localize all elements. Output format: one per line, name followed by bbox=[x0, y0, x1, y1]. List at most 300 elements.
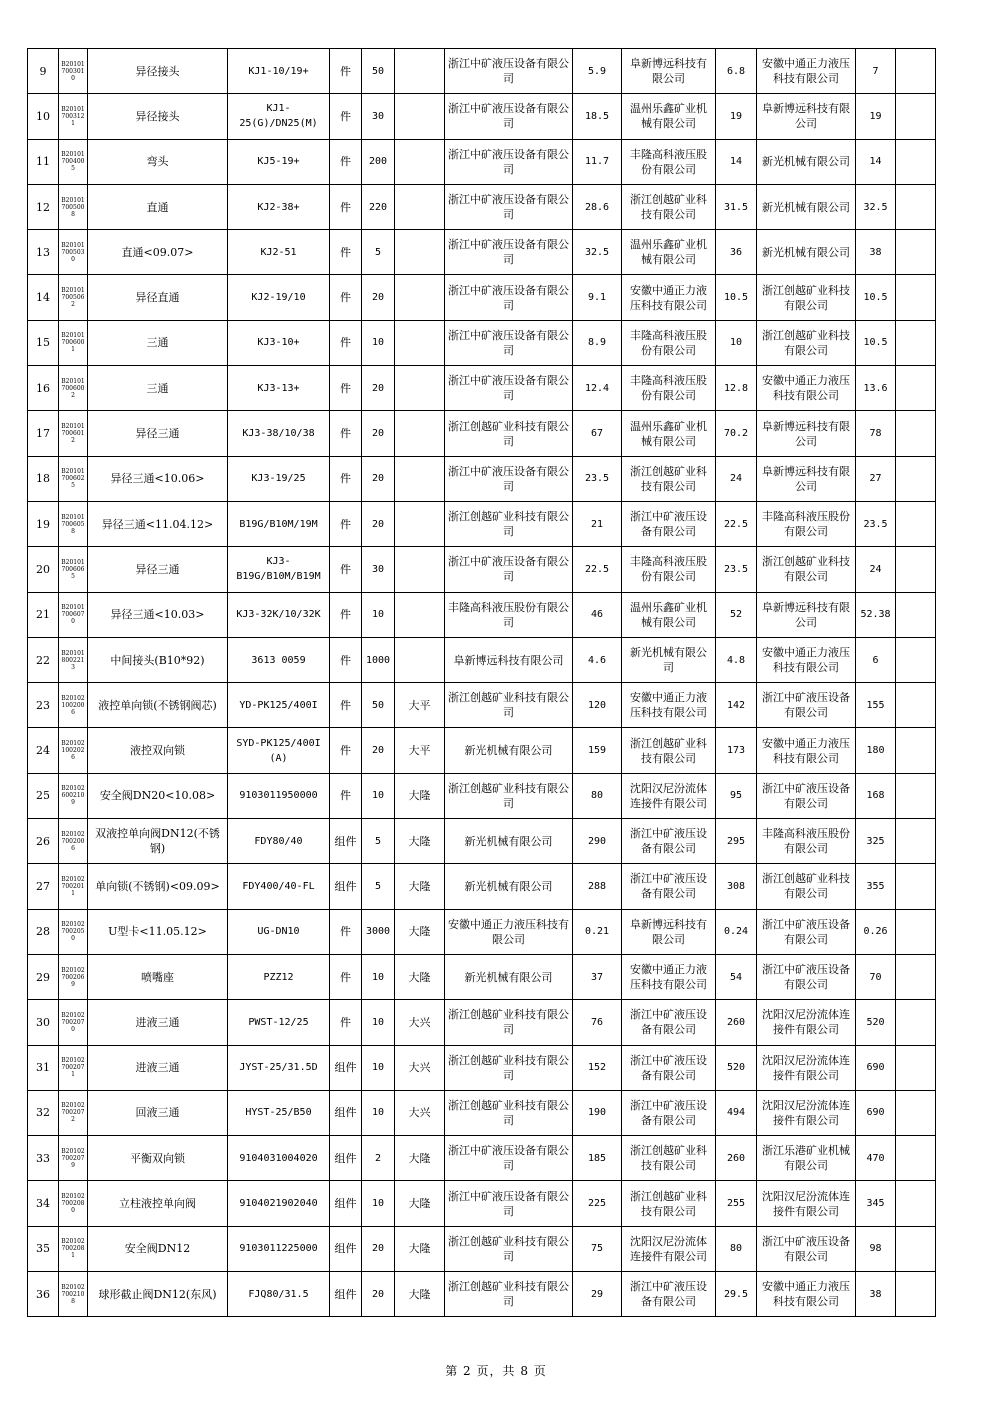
table-row bbox=[28, 1090, 936, 1135]
table-row bbox=[28, 184, 936, 229]
item-name-cell: 回液三通 bbox=[88, 1090, 228, 1135]
price-3-cell: 690 bbox=[856, 1045, 896, 1090]
table-row bbox=[28, 1000, 936, 1045]
supplier-3-cell: 安徽中通正力液压科技有限公司 bbox=[757, 637, 856, 682]
price-1-cell: 5.9 bbox=[573, 49, 622, 94]
item-code-cell: B201017006065 bbox=[59, 547, 88, 592]
price-1-cell: 32.5 bbox=[573, 230, 622, 275]
supplier-1-cell: 阜新博远科技有限公司 bbox=[445, 637, 573, 682]
supplier-2-cell: 浙江创越矿业科技有限公司 bbox=[622, 456, 716, 501]
price-comparison-table bbox=[27, 48, 936, 1317]
row-number-cell: 29 bbox=[28, 954, 59, 999]
supplier-2-cell: 浙江创越矿业科技有限公司 bbox=[622, 728, 716, 773]
price-2-cell: 520 bbox=[716, 1045, 757, 1090]
row-number-cell: 22 bbox=[28, 637, 59, 682]
quantity-cell: 220 bbox=[362, 184, 395, 229]
note-cell bbox=[896, 683, 936, 728]
supplier-3-cell: 浙江创越矿业科技有限公司 bbox=[757, 864, 856, 909]
price-3-cell: 10.5 bbox=[856, 320, 896, 365]
row-number-cell: 33 bbox=[28, 1136, 59, 1181]
table-row bbox=[28, 773, 936, 818]
row-number-cell: 15 bbox=[28, 320, 59, 365]
item-spec-cell: FJQ80/31.5 bbox=[228, 1272, 330, 1317]
supplier-3-cell: 丰隆高科液压股份有限公司 bbox=[757, 819, 856, 864]
table-row bbox=[28, 1181, 936, 1226]
supplier-1-cell: 浙江创越矿业科技有限公司 bbox=[445, 1045, 573, 1090]
price-1-cell: 290 bbox=[573, 819, 622, 864]
note-cell bbox=[896, 637, 936, 682]
supplier-1-cell: 浙江创越矿业科技有限公司 bbox=[445, 1090, 573, 1135]
item-name-cell: 立柱液控单向阀 bbox=[88, 1181, 228, 1226]
row-number-cell: 9 bbox=[28, 49, 59, 94]
site-cell: 大隆 bbox=[395, 1136, 445, 1181]
supplier-2-cell: 温州乐鑫矿业机械有限公司 bbox=[622, 94, 716, 139]
unit-cell: 组件 bbox=[330, 1090, 362, 1135]
item-spec-cell: 9104031004020 bbox=[228, 1136, 330, 1181]
supplier-1-cell: 浙江中矿液压设备有限公司 bbox=[445, 275, 573, 320]
price-2-cell: 308 bbox=[716, 864, 757, 909]
supplier-1-cell: 浙江中矿液压设备有限公司 bbox=[445, 49, 573, 94]
row-number-cell: 27 bbox=[28, 864, 59, 909]
price-2-cell: 4.8 bbox=[716, 637, 757, 682]
price-2-cell: 36 bbox=[716, 230, 757, 275]
price-1-cell: 75 bbox=[573, 1226, 622, 1271]
price-3-cell: 470 bbox=[856, 1136, 896, 1181]
item-spec-cell: KJ3-10+ bbox=[228, 320, 330, 365]
price-1-cell: 23.5 bbox=[573, 456, 622, 501]
table-row bbox=[28, 320, 936, 365]
price-1-cell: 67 bbox=[573, 411, 622, 456]
supplier-3-cell: 沈阳汉尼汾流体连接件有限公司 bbox=[757, 1045, 856, 1090]
supplier-2-cell: 阜新博远科技有限公司 bbox=[622, 49, 716, 94]
price-3-cell: 10.5 bbox=[856, 275, 896, 320]
item-code-cell: B201027002081 bbox=[59, 1226, 88, 1271]
note-cell bbox=[896, 320, 936, 365]
quantity-cell: 10 bbox=[362, 1090, 395, 1135]
site-cell: 大兴 bbox=[395, 1045, 445, 1090]
unit-cell: 件 bbox=[330, 320, 362, 365]
note-cell bbox=[896, 230, 936, 275]
unit-cell: 组件 bbox=[330, 864, 362, 909]
supplier-2-cell: 丰隆高科液压股份有限公司 bbox=[622, 366, 716, 411]
item-name-cell: 安全阀DN12 bbox=[88, 1226, 228, 1271]
item-name-cell: 弯头 bbox=[88, 139, 228, 184]
unit-cell: 件 bbox=[330, 637, 362, 682]
item-spec-cell: KJ3-32K/10/32K bbox=[228, 592, 330, 637]
price-2-cell: 12.8 bbox=[716, 366, 757, 411]
item-spec-cell: PWST-12/25 bbox=[228, 1000, 330, 1045]
note-cell bbox=[896, 954, 936, 999]
quantity-cell: 3000 bbox=[362, 909, 395, 954]
note-cell bbox=[896, 366, 936, 411]
price-3-cell: 0.26 bbox=[856, 909, 896, 954]
supplier-2-cell: 浙江中矿液压设备有限公司 bbox=[622, 1045, 716, 1090]
note-cell bbox=[896, 184, 936, 229]
supplier-3-cell: 安徽中通正力液压科技有限公司 bbox=[757, 1272, 856, 1317]
site-cell: 大平 bbox=[395, 683, 445, 728]
unit-cell: 件 bbox=[330, 547, 362, 592]
item-code-cell: B201027002011 bbox=[59, 864, 88, 909]
supplier-3-cell: 安徽中通正力液压科技有限公司 bbox=[757, 728, 856, 773]
price-2-cell: 255 bbox=[716, 1181, 757, 1226]
price-2-cell: 260 bbox=[716, 1136, 757, 1181]
site-cell: 大隆 bbox=[395, 1181, 445, 1226]
item-name-cell: U型卡<11.05.12> bbox=[88, 909, 228, 954]
item-code-cell: B201017006001 bbox=[59, 320, 88, 365]
quantity-cell: 50 bbox=[362, 683, 395, 728]
supplier-2-cell: 安徽中通正力液压科技有限公司 bbox=[622, 275, 716, 320]
price-2-cell: 19 bbox=[716, 94, 757, 139]
table-row bbox=[28, 1045, 936, 1090]
item-code-cell: B201018002213 bbox=[59, 637, 88, 682]
price-3-cell: 7 bbox=[856, 49, 896, 94]
price-2-cell: 14 bbox=[716, 139, 757, 184]
price-1-cell: 8.9 bbox=[573, 320, 622, 365]
supplier-3-cell: 浙江中矿液压设备有限公司 bbox=[757, 683, 856, 728]
item-spec-cell: 9103011225000 bbox=[228, 1226, 330, 1271]
quantity-cell: 20 bbox=[362, 1226, 395, 1271]
item-code-cell: B201017003010 bbox=[59, 49, 88, 94]
item-spec-cell: PZZ12 bbox=[228, 954, 330, 999]
unit-cell: 件 bbox=[330, 275, 362, 320]
item-code-cell: B201017005062 bbox=[59, 275, 88, 320]
price-3-cell: 32.5 bbox=[856, 184, 896, 229]
row-number-cell: 32 bbox=[28, 1090, 59, 1135]
site-cell bbox=[395, 49, 445, 94]
item-spec-cell: HYST-25/B50 bbox=[228, 1090, 330, 1135]
table-row bbox=[28, 49, 936, 94]
price-2-cell: 54 bbox=[716, 954, 757, 999]
row-number-cell: 14 bbox=[28, 275, 59, 320]
supplier-2-cell: 沈阳汉尼汾流体连接件有限公司 bbox=[622, 773, 716, 818]
item-spec-cell: KJ3-19/25 bbox=[228, 456, 330, 501]
item-name-cell: 喷嘴座 bbox=[88, 954, 228, 999]
supplier-3-cell: 安徽中通正力液压科技有限公司 bbox=[757, 49, 856, 94]
price-3-cell: 27 bbox=[856, 456, 896, 501]
price-2-cell: 142 bbox=[716, 683, 757, 728]
item-code-cell: B201027002069 bbox=[59, 954, 88, 999]
unit-cell: 件 bbox=[330, 683, 362, 728]
row-number-cell: 21 bbox=[28, 592, 59, 637]
supplier-2-cell: 丰隆高科液压股份有限公司 bbox=[622, 139, 716, 184]
site-cell: 大隆 bbox=[395, 864, 445, 909]
item-name-cell: 平衡双向锁 bbox=[88, 1136, 228, 1181]
item-code-cell: B201021002026 bbox=[59, 728, 88, 773]
table-row bbox=[28, 501, 936, 546]
item-name-cell: 进液三通 bbox=[88, 1000, 228, 1045]
supplier-3-cell: 安徽中通正力液压科技有限公司 bbox=[757, 366, 856, 411]
price-3-cell: 168 bbox=[856, 773, 896, 818]
supplier-2-cell: 浙江中矿液压设备有限公司 bbox=[622, 1272, 716, 1317]
price-1-cell: 29 bbox=[573, 1272, 622, 1317]
quantity-cell: 2 bbox=[362, 1136, 395, 1181]
item-name-cell: 安全阀DN20<10.08> bbox=[88, 773, 228, 818]
table-row bbox=[28, 683, 936, 728]
quantity-cell: 5 bbox=[362, 864, 395, 909]
unit-cell: 组件 bbox=[330, 819, 362, 864]
item-name-cell: 液控双向锁 bbox=[88, 728, 228, 773]
supplier-2-cell: 丰隆高科液压股份有限公司 bbox=[622, 547, 716, 592]
item-spec-cell: 3613 0059 bbox=[228, 637, 330, 682]
price-1-cell: 190 bbox=[573, 1090, 622, 1135]
price-3-cell: 24 bbox=[856, 547, 896, 592]
supplier-3-cell: 沈阳汉尼汾流体连接件有限公司 bbox=[757, 1090, 856, 1135]
unit-cell: 件 bbox=[330, 49, 362, 94]
table-row bbox=[28, 954, 936, 999]
supplier-3-cell: 新光机械有限公司 bbox=[757, 139, 856, 184]
row-number-cell: 13 bbox=[28, 230, 59, 275]
table-row bbox=[28, 728, 936, 773]
price-1-cell: 225 bbox=[573, 1181, 622, 1226]
unit-cell: 组件 bbox=[330, 1272, 362, 1317]
item-code-cell: B201026002109 bbox=[59, 773, 88, 818]
table-row bbox=[28, 94, 936, 139]
item-spec-cell: FDY80/40 bbox=[228, 819, 330, 864]
supplier-1-cell: 浙江创越矿业科技有限公司 bbox=[445, 411, 573, 456]
supplier-3-cell: 浙江中矿液压设备有限公司 bbox=[757, 1226, 856, 1271]
item-spec-cell: SYD-PK125/400I (A) bbox=[228, 728, 330, 773]
row-number-cell: 25 bbox=[28, 773, 59, 818]
price-3-cell: 38 bbox=[856, 230, 896, 275]
note-cell bbox=[896, 456, 936, 501]
unit-cell: 组件 bbox=[330, 1181, 362, 1226]
item-spec-cell: KJ3-13+ bbox=[228, 366, 330, 411]
supplier-3-cell: 浙江创越矿业科技有限公司 bbox=[757, 547, 856, 592]
row-number-cell: 23 bbox=[28, 683, 59, 728]
price-1-cell: 37 bbox=[573, 954, 622, 999]
item-name-cell: 球形截止阀DN12(东风) bbox=[88, 1272, 228, 1317]
price-3-cell: 690 bbox=[856, 1090, 896, 1135]
item-spec-cell: KJ5-19+ bbox=[228, 139, 330, 184]
item-spec-cell: KJ1-10/19+ bbox=[228, 49, 330, 94]
unit-cell: 件 bbox=[330, 728, 362, 773]
item-name-cell: 异径三通 bbox=[88, 411, 228, 456]
supplier-3-cell: 阜新博远科技有限公司 bbox=[757, 456, 856, 501]
unit-cell: 件 bbox=[330, 411, 362, 456]
price-1-cell: 120 bbox=[573, 683, 622, 728]
price-1-cell: 9.1 bbox=[573, 275, 622, 320]
unit-cell: 件 bbox=[330, 773, 362, 818]
site-cell: 大隆 bbox=[395, 1272, 445, 1317]
supplier-1-cell: 浙江创越矿业科技有限公司 bbox=[445, 683, 573, 728]
supplier-2-cell: 浙江中矿液压设备有限公司 bbox=[622, 864, 716, 909]
note-cell bbox=[896, 1045, 936, 1090]
price-3-cell: 14 bbox=[856, 139, 896, 184]
item-code-cell: B201017006070 bbox=[59, 592, 88, 637]
item-name-cell: 异径接头 bbox=[88, 94, 228, 139]
note-cell bbox=[896, 501, 936, 546]
quantity-cell: 20 bbox=[362, 456, 395, 501]
item-code-cell: B201027002006 bbox=[59, 819, 88, 864]
row-number-cell: 19 bbox=[28, 501, 59, 546]
item-spec-cell: KJ3-B19G/B10M/B19M bbox=[228, 547, 330, 592]
price-3-cell: 355 bbox=[856, 864, 896, 909]
supplier-1-cell: 浙江创越矿业科技有限公司 bbox=[445, 1272, 573, 1317]
note-cell bbox=[896, 1226, 936, 1271]
note-cell bbox=[896, 1000, 936, 1045]
item-name-cell: 直通 bbox=[88, 184, 228, 229]
quantity-cell: 30 bbox=[362, 547, 395, 592]
price-2-cell: 95 bbox=[716, 773, 757, 818]
note-cell bbox=[896, 1090, 936, 1135]
quantity-cell: 20 bbox=[362, 728, 395, 773]
site-cell bbox=[395, 547, 445, 592]
site-cell bbox=[395, 275, 445, 320]
price-3-cell: 155 bbox=[856, 683, 896, 728]
item-name-cell: 直通<09.07> bbox=[88, 230, 228, 275]
item-spec-cell: KJ2-38+ bbox=[228, 184, 330, 229]
price-3-cell: 78 bbox=[856, 411, 896, 456]
item-name-cell: 异径三通<10.03> bbox=[88, 592, 228, 637]
item-name-cell: 异径三通<11.04.12> bbox=[88, 501, 228, 546]
row-number-cell: 24 bbox=[28, 728, 59, 773]
item-code-cell: B201017003121 bbox=[59, 94, 88, 139]
supplier-2-cell: 新光机械有限公司 bbox=[622, 637, 716, 682]
item-code-cell: B201027002071 bbox=[59, 1045, 88, 1090]
price-3-cell: 6 bbox=[856, 637, 896, 682]
price-1-cell: 80 bbox=[573, 773, 622, 818]
table-row bbox=[28, 275, 936, 320]
price-1-cell: 12.4 bbox=[573, 366, 622, 411]
price-3-cell: 520 bbox=[856, 1000, 896, 1045]
price-3-cell: 13.6 bbox=[856, 366, 896, 411]
price-2-cell: 10 bbox=[716, 320, 757, 365]
price-2-cell: 173 bbox=[716, 728, 757, 773]
price-2-cell: 10.5 bbox=[716, 275, 757, 320]
item-code-cell: B201027002050 bbox=[59, 909, 88, 954]
quantity-cell: 200 bbox=[362, 139, 395, 184]
supplier-3-cell: 浙江创越矿业科技有限公司 bbox=[757, 320, 856, 365]
quantity-cell: 20 bbox=[362, 411, 395, 456]
item-spec-cell: YD-PK125/400I bbox=[228, 683, 330, 728]
supplier-2-cell: 阜新博远科技有限公司 bbox=[622, 909, 716, 954]
price-2-cell: 6.8 bbox=[716, 49, 757, 94]
supplier-3-cell: 新光机械有限公司 bbox=[757, 230, 856, 275]
price-2-cell: 31.5 bbox=[716, 184, 757, 229]
price-1-cell: 11.7 bbox=[573, 139, 622, 184]
supplier-3-cell: 新光机械有限公司 bbox=[757, 184, 856, 229]
site-cell bbox=[395, 230, 445, 275]
quantity-cell: 10 bbox=[362, 773, 395, 818]
unit-cell: 组件 bbox=[330, 1045, 362, 1090]
price-2-cell: 22.5 bbox=[716, 501, 757, 546]
price-3-cell: 23.5 bbox=[856, 501, 896, 546]
price-1-cell: 288 bbox=[573, 864, 622, 909]
table-row bbox=[28, 1226, 936, 1271]
note-cell bbox=[896, 139, 936, 184]
supplier-3-cell: 沈阳汉尼汾流体连接件有限公司 bbox=[757, 1181, 856, 1226]
item-spec-cell: FDY400/40-FL bbox=[228, 864, 330, 909]
row-number-cell: 11 bbox=[28, 139, 59, 184]
note-cell bbox=[896, 728, 936, 773]
price-1-cell: 22.5 bbox=[573, 547, 622, 592]
site-cell bbox=[395, 139, 445, 184]
price-3-cell: 70 bbox=[856, 954, 896, 999]
site-cell bbox=[395, 411, 445, 456]
supplier-3-cell: 浙江乐港矿业机械有限公司 bbox=[757, 1136, 856, 1181]
site-cell bbox=[395, 592, 445, 637]
supplier-3-cell: 浙江中矿液压设备有限公司 bbox=[757, 773, 856, 818]
item-code-cell: B201017004005 bbox=[59, 139, 88, 184]
site-cell bbox=[395, 456, 445, 501]
site-cell: 大隆 bbox=[395, 773, 445, 818]
item-code-cell: B201017005008 bbox=[59, 184, 88, 229]
supplier-1-cell: 新光机械有限公司 bbox=[445, 819, 573, 864]
row-number-cell: 34 bbox=[28, 1181, 59, 1226]
price-1-cell: 46 bbox=[573, 592, 622, 637]
unit-cell: 组件 bbox=[330, 1226, 362, 1271]
note-cell bbox=[896, 909, 936, 954]
table-row bbox=[28, 819, 936, 864]
supplier-1-cell: 新光机械有限公司 bbox=[445, 954, 573, 999]
item-name-cell: 三通 bbox=[88, 320, 228, 365]
note-cell bbox=[896, 547, 936, 592]
supplier-1-cell: 新光机械有限公司 bbox=[445, 864, 573, 909]
price-3-cell: 52.38 bbox=[856, 592, 896, 637]
supplier-3-cell: 浙江中矿液压设备有限公司 bbox=[757, 954, 856, 999]
price-2-cell: 260 bbox=[716, 1000, 757, 1045]
quantity-cell: 20 bbox=[362, 366, 395, 411]
quantity-cell: 30 bbox=[362, 94, 395, 139]
supplier-2-cell: 浙江中矿液压设备有限公司 bbox=[622, 1000, 716, 1045]
table-row bbox=[28, 637, 936, 682]
unit-cell: 件 bbox=[330, 139, 362, 184]
quantity-cell: 20 bbox=[362, 1272, 395, 1317]
item-code-cell: B201027002108 bbox=[59, 1272, 88, 1317]
item-spec-cell: B19G/B10M/19M bbox=[228, 501, 330, 546]
row-number-cell: 16 bbox=[28, 366, 59, 411]
supplier-2-cell: 浙江创越矿业科技有限公司 bbox=[622, 1181, 716, 1226]
item-spec-cell: KJ2-51 bbox=[228, 230, 330, 275]
item-code-cell: B201027002070 bbox=[59, 1000, 88, 1045]
quantity-cell: 50 bbox=[362, 49, 395, 94]
price-1-cell: 152 bbox=[573, 1045, 622, 1090]
supplier-1-cell: 安徽中通正力液压科技有限公司 bbox=[445, 909, 573, 954]
unit-cell: 件 bbox=[330, 456, 362, 501]
note-cell bbox=[896, 592, 936, 637]
note-cell bbox=[896, 819, 936, 864]
table-row bbox=[28, 909, 936, 954]
price-1-cell: 0.21 bbox=[573, 909, 622, 954]
item-code-cell: B201017006002 bbox=[59, 366, 88, 411]
quantity-cell: 5 bbox=[362, 819, 395, 864]
item-code-cell: B201027002072 bbox=[59, 1090, 88, 1135]
supplier-1-cell: 新光机械有限公司 bbox=[445, 728, 573, 773]
price-2-cell: 29.5 bbox=[716, 1272, 757, 1317]
unit-cell: 件 bbox=[330, 592, 362, 637]
unit-cell: 件 bbox=[330, 184, 362, 229]
supplier-2-cell: 浙江中矿液压设备有限公司 bbox=[622, 819, 716, 864]
note-cell bbox=[896, 49, 936, 94]
supplier-2-cell: 浙江中矿液压设备有限公司 bbox=[622, 501, 716, 546]
row-number-cell: 36 bbox=[28, 1272, 59, 1317]
site-cell bbox=[395, 637, 445, 682]
price-1-cell: 4.6 bbox=[573, 637, 622, 682]
site-cell bbox=[395, 320, 445, 365]
row-number-cell: 18 bbox=[28, 456, 59, 501]
table-row bbox=[28, 139, 936, 184]
site-cell: 大隆 bbox=[395, 819, 445, 864]
supplier-3-cell: 阜新博远科技有限公司 bbox=[757, 592, 856, 637]
quantity-cell: 10 bbox=[362, 320, 395, 365]
item-spec-cell: KJ1-25(G)/DN25(M) bbox=[228, 94, 330, 139]
row-number-cell: 28 bbox=[28, 909, 59, 954]
supplier-3-cell: 浙江中矿液压设备有限公司 bbox=[757, 909, 856, 954]
supplier-2-cell: 浙江创越矿业科技有限公司 bbox=[622, 1136, 716, 1181]
item-spec-cell: UG-DN10 bbox=[228, 909, 330, 954]
unit-cell: 件 bbox=[330, 909, 362, 954]
item-code-cell: B201027002079 bbox=[59, 1136, 88, 1181]
